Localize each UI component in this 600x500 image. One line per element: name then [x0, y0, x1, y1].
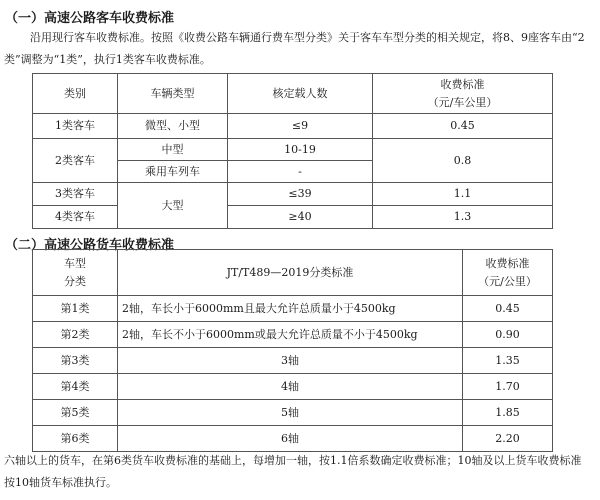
table-row [33, 206, 553, 229]
class-cell: 第6类 [33, 426, 118, 452]
rate-cell: 2.20 [463, 426, 553, 452]
header-category: 类别 [33, 74, 118, 114]
description-cell: 6轴 [118, 426, 463, 452]
description-cell: 3轴 [118, 348, 463, 374]
rate-cell: 0.8 [373, 139, 553, 183]
description-cell: 5轴 [118, 400, 463, 426]
class-cell: 第5类 [33, 400, 118, 426]
table-row [33, 296, 553, 322]
table-row [33, 374, 553, 400]
vehicle-type-cell: 微型、小型 [118, 114, 228, 139]
rate-cell: 1.70 [463, 374, 553, 400]
table-row [33, 400, 553, 426]
vehicle-type-cell: 大型 [118, 183, 228, 229]
category-cell: 2类客车 [33, 139, 118, 183]
class-cell: 第1类 [33, 296, 118, 322]
vehicle-type-cell: 中型 [118, 139, 228, 161]
rate-cell: 0.45 [463, 296, 553, 322]
header-rate-line2: （元/车公里） [427, 95, 498, 109]
section-1-intro: 沿用现行客车收费标准。按照《收费公路车辆通行费车型分类》关于客车车型分类的相关规定，将8、9座客车由“2类”调整为“1类”，执行1类客车收费标准。 [4, 31, 585, 66]
rate-cell: 1.35 [463, 348, 553, 374]
class-cell: 第2类 [33, 322, 118, 348]
category-cell: 1类客车 [33, 114, 118, 139]
table-row [33, 139, 553, 161]
category-cell: 3类客车 [33, 183, 118, 206]
header-seats: 核定载人数 [228, 74, 373, 114]
rate-cell: 1.1 [373, 183, 553, 206]
table-header-row [33, 74, 553, 114]
seats-cell: ≤9 [228, 114, 373, 139]
rate-cell: 1.85 [463, 400, 553, 426]
table-row [33, 322, 553, 348]
header-type [33, 250, 118, 296]
header-type-line1: 车型 [64, 256, 86, 270]
header-rate [463, 250, 553, 296]
seats-cell: 10-19 [228, 139, 373, 161]
class-cell: 第3类 [33, 348, 118, 374]
seats-cell: ≥40 [228, 206, 373, 229]
seats-cell: - [228, 161, 373, 183]
header-rate [373, 74, 553, 114]
category-cell: 4类客车 [33, 206, 118, 229]
rate-cell: 0.45 [373, 114, 553, 139]
table-row [33, 183, 553, 206]
header-type-line2: 分类 [64, 274, 86, 288]
header-vehicle-type: 车辆类型 [118, 74, 228, 114]
vehicle-type-cell: 乘用车列车 [118, 161, 228, 183]
rate-cell: 0.90 [463, 322, 553, 348]
description-cell: 4轴 [118, 374, 463, 400]
header-rate-line1: 收费标准 [440, 77, 485, 91]
passenger-rate-table [32, 73, 553, 229]
table-row [33, 114, 553, 139]
table-header-row [33, 250, 553, 296]
header-rate-line1: 收费标准 [485, 256, 530, 270]
header-rate-line2: （元/公里） [478, 274, 537, 288]
section-2-title: （二）高速公路货车收费标准 [5, 238, 175, 253]
table-row [33, 426, 553, 452]
truck-rate-table [32, 249, 553, 452]
header-standard: JT/T489—2019分类标准 [118, 250, 463, 296]
rate-cell: 1.3 [373, 206, 553, 229]
section-1-title: （一）高速公路客车收费标准 [5, 11, 175, 26]
class-cell: 第4类 [33, 374, 118, 400]
truck-rate-note: 六轴以上的货车，在第6类货车收费标准的基础上，每增加一轴，按1.1倍系数确定收费标准；10轴及以上货车收费标准按10轴货车标准执行。 [4, 454, 582, 489]
seats-cell: ≤39 [228, 183, 373, 206]
description-cell: 2轴，车长不小于6000mm或最大允许总质量不小于4500kg [118, 322, 463, 348]
description-cell: 2轴，车长小于6000mm且最大允许总质量小于4500kg [118, 296, 463, 322]
table-row [33, 348, 553, 374]
